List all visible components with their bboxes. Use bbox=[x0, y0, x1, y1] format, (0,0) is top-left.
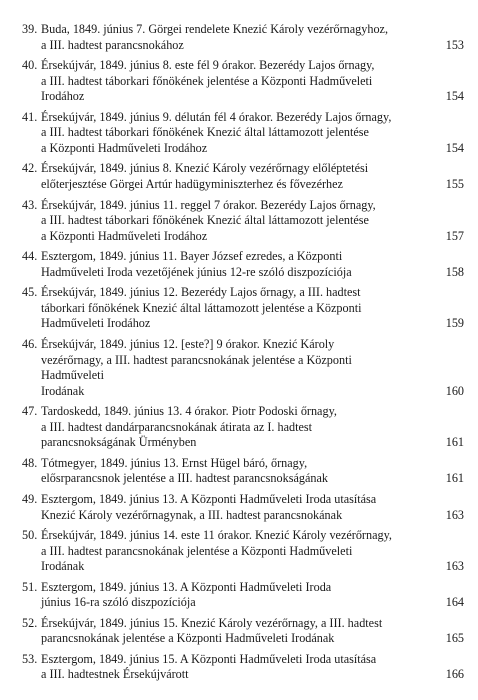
toc-page-number: 154 bbox=[445, 140, 464, 155]
toc-entry bbox=[22, 58, 464, 105]
toc-entry-line bbox=[22, 58, 464, 74]
toc-entry-text: Hadműveleti Irodához bbox=[41, 316, 151, 331]
toc-entry-number: 49. bbox=[22, 491, 38, 506]
toc-page-number: 164 bbox=[445, 595, 464, 610]
toc-entry-line bbox=[22, 177, 464, 193]
toc-entry-text: parancsnokának jelentése a Központi Hadműveleti Irodának bbox=[41, 631, 335, 646]
toc-entry-text: Esztergom, 1849. június 15. A Központi Hadműveleti Iroda utasítása bbox=[41, 651, 377, 666]
toc-page-number: 158 bbox=[445, 264, 464, 279]
toc-entry-line bbox=[22, 22, 464, 38]
toc-page-number: 161 bbox=[445, 435, 464, 450]
toc-entry-line bbox=[22, 353, 464, 369]
toc-entry-line bbox=[22, 110, 464, 126]
toc-entry-line bbox=[22, 141, 464, 157]
toc-page-number: 157 bbox=[445, 228, 464, 243]
toc-page-number: 166 bbox=[445, 667, 464, 682]
toc-entry-line bbox=[22, 161, 464, 177]
toc-entry bbox=[22, 337, 464, 399]
toc-entry bbox=[22, 249, 464, 280]
toc-entry-line bbox=[22, 285, 464, 301]
toc-entry-line bbox=[22, 301, 464, 317]
toc-entry-line bbox=[22, 213, 464, 229]
toc-page-number: 165 bbox=[445, 631, 464, 646]
toc-entry bbox=[22, 492, 464, 523]
toc-entry bbox=[22, 652, 464, 683]
toc-entry-text: parancsnokságának Ürményben bbox=[41, 435, 197, 450]
toc-entry-text: Irodának bbox=[41, 383, 85, 398]
toc-entry-line bbox=[22, 89, 464, 105]
toc-entry-number: 39. bbox=[22, 22, 38, 36]
toc-entry-line bbox=[22, 249, 464, 265]
toc-entry-text: a III. hadtest dandárparancsnokának átirata az I. hadtest bbox=[41, 419, 313, 434]
toc-entry-line bbox=[22, 456, 464, 472]
toc-page-number: 159 bbox=[445, 316, 464, 331]
toc-entry bbox=[22, 580, 464, 611]
toc-entry-text: a Központi Hadműveleti Irodához bbox=[41, 140, 208, 155]
toc-entry-line bbox=[22, 631, 464, 647]
toc-entry-line bbox=[22, 544, 464, 560]
toc-entry bbox=[22, 404, 464, 451]
toc-entry-line bbox=[22, 420, 464, 436]
toc-entry-number: 42. bbox=[22, 161, 38, 176]
toc-entry-text: a III. hadtest parancsnokának jelentése a Központi Hadműveleti bbox=[41, 543, 353, 558]
toc-entry-line bbox=[22, 580, 464, 596]
toc-entry-text: Érsekújvár, 1849. június 9. délután fél 4 órakor. Bezerédy Lajos őrnagy, bbox=[41, 109, 392, 124]
toc-entry-text: Knezić Károly vezérőrnagynak, a III. hadtest parancsnokának bbox=[41, 507, 343, 522]
toc-entry-number: 47. bbox=[22, 404, 38, 419]
toc-entry-text: Tótmegyer, 1849. június 13. Ernst Hügel báró, őrnagy, bbox=[41, 455, 308, 470]
toc-entry-line bbox=[22, 368, 464, 384]
toc-entry-number: 40. bbox=[22, 58, 38, 73]
toc-page-number: 163 bbox=[445, 559, 464, 574]
toc-entry-text: a III. hadtest parancsnokához bbox=[41, 37, 184, 52]
toc-entry bbox=[22, 528, 464, 575]
toc-entry-line bbox=[22, 652, 464, 668]
toc-entry bbox=[22, 456, 464, 487]
toc-entry-line bbox=[22, 595, 464, 611]
toc-entry-line bbox=[22, 508, 464, 524]
toc-entry-text: a III. hadtest táborkari főnökének Knezić által láttamozott jelentése bbox=[41, 213, 369, 228]
toc-entry bbox=[22, 22, 464, 53]
toc-entry-text: a III. hadtest táborkari főnökének jelentése a Központi Hadműveleti bbox=[41, 73, 373, 88]
toc-entry-text: elősrparancsnok jelentése a III. hadtest parancsnokságának bbox=[41, 471, 328, 486]
toc-entry-number: 41. bbox=[22, 109, 38, 124]
toc-entry-line bbox=[22, 384, 464, 400]
toc-entry-text: a Központi Hadműveleti Irodához bbox=[41, 228, 208, 243]
toc-entry-text: Irodának bbox=[41, 559, 85, 574]
toc-entry-line bbox=[22, 198, 464, 214]
toc-entry-line bbox=[22, 316, 464, 332]
toc-entry-text: június 16-ra szóló diszpozíciója bbox=[41, 595, 196, 610]
toc-entry-text: Érsekújvár, 1849. június 8. Knezić Károly vezérőrnagy előléptetési bbox=[41, 161, 369, 176]
toc-entry-line bbox=[22, 265, 464, 281]
toc-entry-text: Érsekújvár, 1849. június 8. este fél 9 órakor. Bezerédy Lajos őrnagy, bbox=[41, 58, 375, 73]
toc-page-number: 155 bbox=[445, 177, 464, 192]
toc-page-number: 161 bbox=[445, 471, 464, 486]
toc-entry-text: Érsekújvár, 1849. június 15. Knezić Károly vezérőrnagy, a III. hadtest bbox=[41, 615, 383, 630]
toc-entry-number: 46. bbox=[22, 336, 38, 351]
toc-entry-text: vezérőrnagy, a III. hadtest parancsnokának jelentése a Központi bbox=[41, 352, 352, 367]
toc-entry-text: Tardoskedd, 1849. június 13. 4 órakor. Piotr Podoski őrnagy, bbox=[41, 404, 337, 419]
toc-entry-text: a III. hadtestnek Érsekújvárott bbox=[41, 667, 189, 682]
toc-entry-number: 48. bbox=[22, 455, 38, 470]
toc-entry-number: 50. bbox=[22, 528, 38, 543]
toc-entry-number: 53. bbox=[22, 651, 38, 666]
toc-entry-line bbox=[22, 492, 464, 508]
toc-entry-number: 44. bbox=[22, 249, 38, 264]
toc-entry-line bbox=[22, 38, 464, 54]
toc-entry bbox=[22, 198, 464, 245]
toc-entry-line bbox=[22, 559, 464, 575]
toc-entry-number: 43. bbox=[22, 197, 38, 212]
toc-entry-text: a III. hadtest táborkari főnökének Knezić által láttamozott jelentése bbox=[41, 125, 369, 140]
toc-entry-text: Érsekújvár, 1849. június 12. Bezerédy Lajos őrnagy, a III. hadtest bbox=[41, 285, 361, 300]
toc-entry-text: Érsekújvár, 1849. június 11. reggel 7 órakor. Bezerédy Lajos őrnagy, bbox=[41, 197, 376, 212]
toc-entry-line bbox=[22, 229, 464, 245]
toc-entry bbox=[22, 161, 464, 192]
toc-entry-line bbox=[22, 337, 464, 353]
toc-entry-text: táborkari főnökének Knezić által láttamozott jelentése a Központi bbox=[41, 300, 362, 315]
toc-entry-line bbox=[22, 528, 464, 544]
toc-entry-text: Buda, 1849. június 7. Görgei rendelete Knezić Károly vezérőrnagyhoz, bbox=[41, 22, 389, 36]
toc-entry bbox=[22, 110, 464, 157]
toc-page-number: 163 bbox=[445, 507, 464, 522]
toc-entry-number: 51. bbox=[22, 579, 38, 594]
toc-entry bbox=[22, 285, 464, 332]
toc-entry-line bbox=[22, 616, 464, 632]
toc-entry-number: 45. bbox=[22, 285, 38, 300]
toc-entry-number: 52. bbox=[22, 615, 38, 630]
toc-entry bbox=[22, 616, 464, 647]
table-of-contents bbox=[22, 22, 464, 688]
toc-entry-line bbox=[22, 471, 464, 487]
toc-entry-text: Esztergom, 1849. június 11. Bayer József ezredes, a Központi bbox=[41, 249, 343, 264]
toc-entry-text: Érsekújvár, 1849. június 12. [este?] 9 órakor. Knezić Károly bbox=[41, 336, 335, 351]
toc-entry-line bbox=[22, 435, 464, 451]
toc-entry-text: előterjesztése Görgei Artúr hadügyminiszterhez és fővezérhez bbox=[41, 177, 343, 192]
toc-entry-text: Érsekújvár, 1849. június 14. este 11 órakor. Knezić Károly vezérőrnagy, bbox=[41, 528, 392, 543]
toc-entry-text: Irodához bbox=[41, 89, 85, 104]
toc-entry-line bbox=[22, 404, 464, 420]
toc-page-number: 153 bbox=[445, 37, 464, 52]
toc-page-number: 154 bbox=[445, 89, 464, 104]
toc-entry-text: Hadműveleti Iroda vezetőjének június 12-re szóló diszpozíciója bbox=[41, 264, 352, 279]
toc-page-number: 160 bbox=[445, 383, 464, 398]
toc-entry-text: Hadműveleti bbox=[41, 368, 104, 383]
toc-entry-line bbox=[22, 667, 464, 683]
toc-entry-text: Esztergom, 1849. június 13. A Központi Hadműveleti Iroda bbox=[41, 579, 332, 594]
toc-entry-line bbox=[22, 74, 464, 90]
toc-entry-text: Esztergom, 1849. június 13. A Központi Hadműveleti Iroda utasítása bbox=[41, 491, 377, 506]
toc-entry-line bbox=[22, 125, 464, 141]
